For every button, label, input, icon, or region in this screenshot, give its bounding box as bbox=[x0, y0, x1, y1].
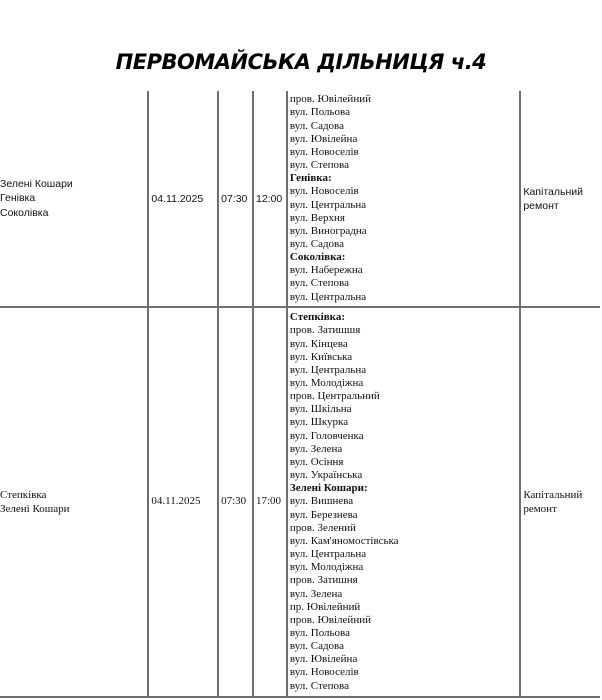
street-item: вул. Молодіжна bbox=[289, 377, 364, 390]
street-item: вул. Садова bbox=[289, 119, 344, 132]
street-item: вул. Центральна bbox=[289, 198, 367, 211]
work-type-cell bbox=[520, 307, 600, 697]
street-item: вул. Головченка bbox=[289, 429, 364, 442]
cell-line: Соколівка bbox=[0, 206, 49, 219]
start-time-cell: 07:30 bbox=[218, 91, 253, 307]
street-item: вул. Новоселів bbox=[289, 145, 359, 158]
date-cell: 04.11.2025 bbox=[148, 307, 218, 697]
street-item: вул. Центральна bbox=[289, 363, 367, 376]
settlement-heading: Степківка: bbox=[289, 311, 346, 324]
settlements-cell bbox=[0, 307, 148, 697]
end-time-cell: 12:00 bbox=[253, 91, 287, 307]
street-item: вул. Центральна bbox=[289, 290, 367, 303]
street-item: вул. Кінцева bbox=[289, 337, 348, 350]
outage-schedule-table bbox=[0, 91, 600, 698]
street-item: вул. Центральна bbox=[289, 548, 367, 561]
cell-line: ремонт bbox=[523, 199, 559, 212]
settlements-cell bbox=[0, 91, 148, 307]
street-item: вул. Садова bbox=[289, 237, 344, 250]
street-item: вул. Степова bbox=[289, 679, 349, 692]
street-item: вул. Зелена bbox=[289, 587, 343, 600]
settlement-heading: Генівка: bbox=[289, 172, 332, 185]
street-item: пров. Затишня bbox=[289, 574, 358, 587]
cell-line: Зелені Кошари bbox=[0, 503, 70, 515]
street-item: вул. Верхня bbox=[289, 211, 345, 224]
table-row bbox=[0, 307, 600, 697]
street-item: вул. Зелена bbox=[289, 442, 343, 455]
streets-cell bbox=[287, 91, 520, 307]
street-item: вул. Березнева bbox=[289, 508, 358, 521]
cell-line: ремонт bbox=[523, 503, 557, 515]
street-item: вул. Осіння bbox=[289, 455, 344, 468]
settlement-heading: Зелені Кошари: bbox=[289, 482, 368, 495]
streets-cell bbox=[287, 307, 520, 697]
work-type-cell bbox=[520, 91, 600, 307]
cell-line: Степківка bbox=[0, 488, 47, 501]
street-item: вул. Українська bbox=[289, 469, 363, 482]
street-item: вул. Ювілейна bbox=[289, 132, 358, 145]
street-item: вул. Шкільна bbox=[289, 403, 352, 416]
table-row bbox=[0, 91, 600, 307]
cell-line: Генівка bbox=[0, 192, 36, 205]
street-item: вул. Шкурка bbox=[289, 416, 349, 429]
street-item: вул. Набережна bbox=[289, 264, 363, 277]
street-item: вул. Вишнева bbox=[289, 495, 354, 508]
cell-line: Капітальний bbox=[523, 185, 583, 198]
cell-line: Зелені Кошари bbox=[0, 177, 73, 190]
street-item: пров. Затишшя bbox=[289, 324, 361, 337]
end-time-cell: 17:00 bbox=[253, 307, 287, 697]
street-item: вул. Степова bbox=[289, 277, 349, 290]
street-item: пров. Ювілейний bbox=[289, 93, 371, 106]
street-item: вул. Польова bbox=[289, 106, 350, 119]
street-item: вул. Ювілейна bbox=[289, 653, 358, 666]
street-item: пр. Ювілейний bbox=[289, 600, 361, 613]
street-item: вул. Київська bbox=[289, 350, 353, 363]
cell-line: Капітальний bbox=[523, 489, 583, 501]
start-time-cell: 07:30 bbox=[218, 307, 253, 697]
street-item: вул. Виноградна bbox=[289, 224, 367, 237]
street-item: вул. Кам'яномостівська bbox=[289, 534, 399, 547]
street-item: пров. Ювілейний bbox=[289, 613, 371, 626]
street-item: вул. Садова bbox=[289, 640, 344, 653]
street-item: вул. Новоселів bbox=[289, 666, 359, 679]
street-item: пров. Центральний bbox=[289, 390, 380, 403]
street-item: пров. Зелений bbox=[289, 521, 356, 534]
street-item: вул. Новоселів bbox=[289, 185, 359, 198]
street-item: вул. Молодіжна bbox=[289, 561, 364, 574]
date-cell: 04.11.2025 bbox=[148, 91, 218, 307]
page-title: ПЕРВОМАЙСЬКА ДІЛЬНИЦЯ ч.4 bbox=[115, 50, 487, 74]
street-item: вул. Польова bbox=[289, 626, 350, 639]
settlement-heading: Соколівка: bbox=[289, 251, 346, 264]
street-item: вул. Степова bbox=[289, 159, 349, 172]
